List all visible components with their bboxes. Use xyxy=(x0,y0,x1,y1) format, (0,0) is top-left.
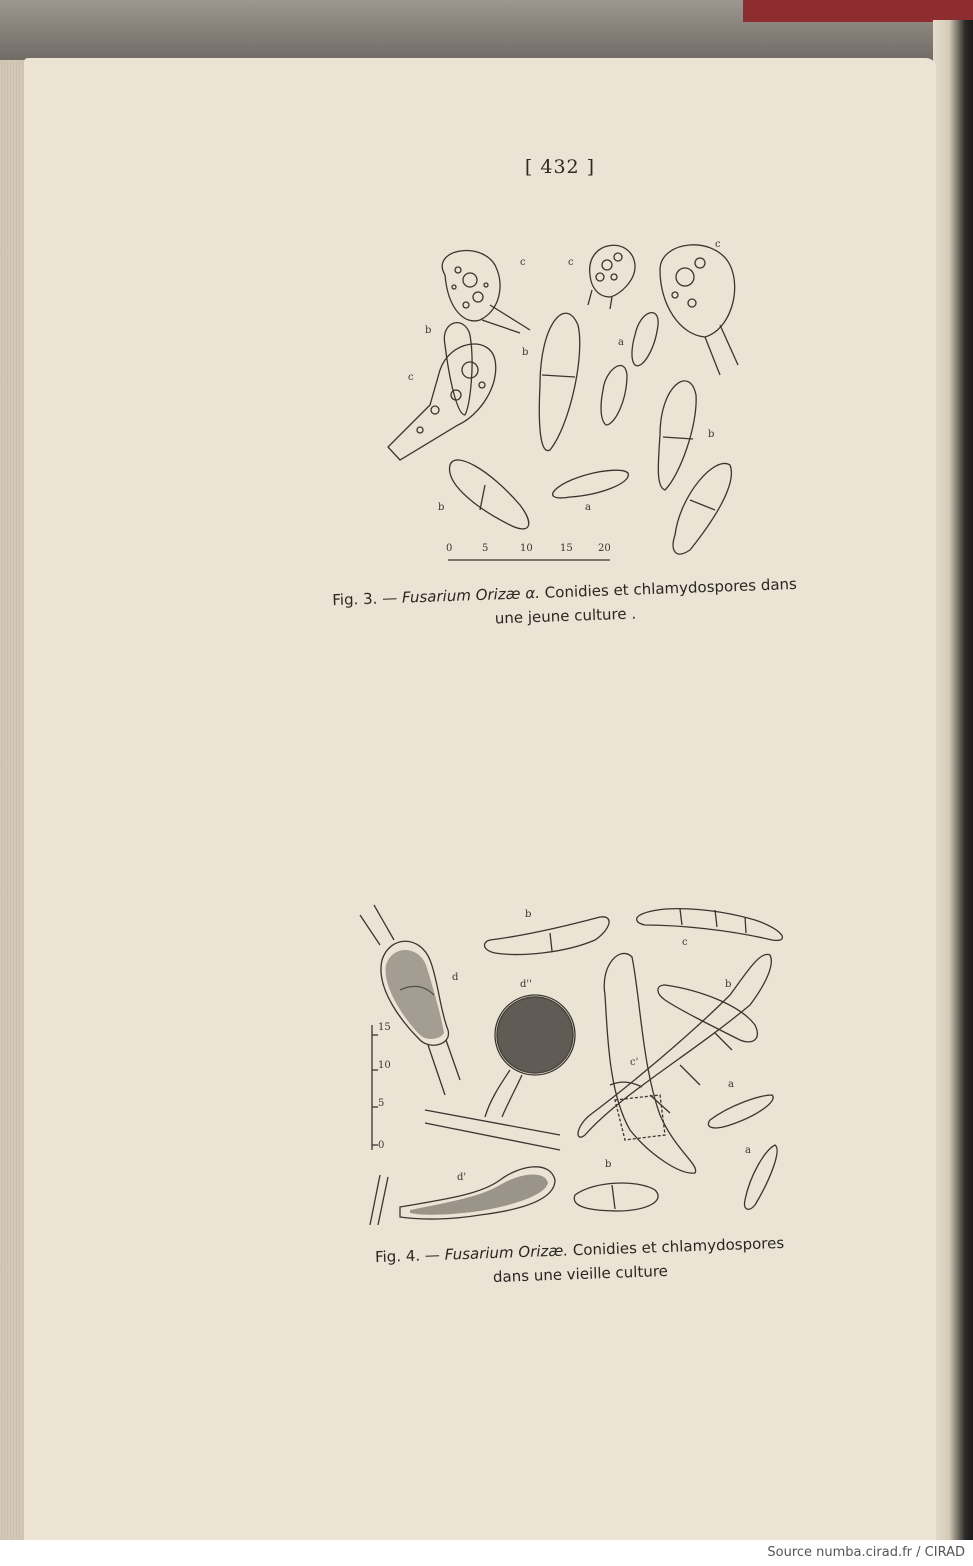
label-b: b xyxy=(605,1159,612,1170)
scale-bar-fig4 xyxy=(372,1022,391,1151)
page-number: [ 432 ] xyxy=(524,156,596,178)
conidium-c-top xyxy=(637,909,783,941)
chlamydospore-d-double-prime xyxy=(425,995,575,1150)
label-a: a xyxy=(585,502,591,513)
figure-4-caption-species: Fusarium Orizæ. xyxy=(444,1241,569,1264)
chlamydospore-top-right xyxy=(660,245,738,375)
figure-3-caption-line-2: une jeune culture . xyxy=(494,604,637,628)
conidium-b-bottom xyxy=(574,1183,658,1211)
red-binding-edge xyxy=(743,0,973,22)
label-c: c xyxy=(568,257,574,268)
conidium-a-1 xyxy=(632,313,658,366)
label-a: a xyxy=(728,1079,734,1090)
label-c-prime: c' xyxy=(630,1057,639,1068)
left-page-stack xyxy=(0,60,26,1540)
label-b: b xyxy=(425,325,432,336)
chlamydospore-d xyxy=(360,905,460,1095)
scale-tick: 5 xyxy=(482,543,489,554)
label-b: b xyxy=(725,979,732,990)
label-a: a xyxy=(618,337,624,348)
label-c: c xyxy=(715,239,721,250)
scale-tick: 15 xyxy=(560,543,573,554)
chlamydospore-chain-left xyxy=(388,344,496,460)
label-d: d xyxy=(452,972,459,983)
source-credit: Source numba.cirad.fr / CIRAD xyxy=(767,1545,965,1560)
figure-4-caption-line-2: dans une vieille culture xyxy=(492,1261,669,1287)
scale-bar-fig3 xyxy=(446,543,611,560)
scale-tick: 10 xyxy=(520,543,533,554)
figure-3-caption-rest: Conidies et chlamydospores dans xyxy=(544,574,798,602)
label-b: b xyxy=(525,909,532,920)
chlamydospore-top-left xyxy=(442,251,530,333)
conidium-a-2 xyxy=(601,366,627,425)
figure-3-caption-species: Fusarium Orizæ α. xyxy=(401,583,541,607)
conidium-b-top xyxy=(485,917,610,955)
label-c: c xyxy=(682,937,688,948)
label-a: a xyxy=(745,1145,751,1156)
scale-tick: 15 xyxy=(378,1022,391,1033)
scale-tick: 0 xyxy=(378,1140,385,1151)
conidium-b-1 xyxy=(444,323,472,415)
conidium-c-prime xyxy=(604,953,695,1173)
figure-3-caption-prefix: Fig. 3. — xyxy=(332,588,398,610)
scale-tick: 5 xyxy=(378,1098,385,1109)
label-c: c xyxy=(408,372,414,383)
conidium-b-4 xyxy=(450,460,529,529)
conidium-a-3 xyxy=(553,470,629,498)
figure-3-drawing xyxy=(370,225,840,575)
conidium-b-5 xyxy=(673,463,731,554)
label-d-double-prime: d'' xyxy=(520,979,532,990)
label-c: c xyxy=(520,257,526,268)
label-b: b xyxy=(522,347,529,358)
conidium-a-1 xyxy=(708,1095,773,1128)
scale-tick: 10 xyxy=(378,1060,391,1071)
figure-4-caption-rest: Conidies et chlamydospores xyxy=(572,1233,785,1260)
label-b: b xyxy=(438,502,445,513)
label-d-prime: d' xyxy=(457,1172,467,1183)
conidium-b-large xyxy=(578,954,771,1137)
chlamydospore-top-middle xyxy=(588,245,635,309)
scale-tick: 20 xyxy=(598,543,611,554)
conidium-b-2 xyxy=(539,313,579,450)
scale-tick: 0 xyxy=(446,543,453,554)
label-b: b xyxy=(708,429,715,440)
figure-4-drawing xyxy=(360,895,810,1240)
figure-4-caption-prefix: Fig. 4. — xyxy=(374,1245,441,1267)
conidium-b-3 xyxy=(658,381,696,490)
right-page-stack xyxy=(933,20,973,1540)
